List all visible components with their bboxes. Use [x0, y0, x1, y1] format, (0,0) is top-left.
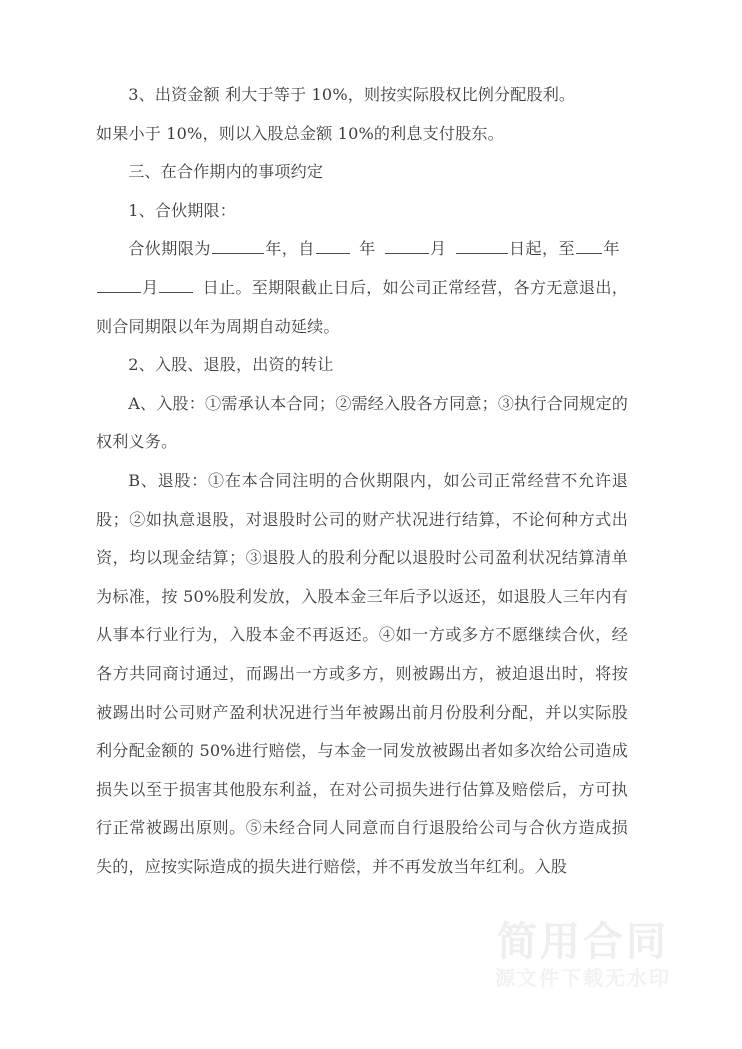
blank-end-month[interactable]	[97, 277, 141, 293]
paragraph-item-3: 3、出资金额 利大于等于 10%，则按实际股权比例分配股利。	[128, 85, 576, 104]
blank-start-day[interactable]	[456, 238, 508, 254]
watermark-tagline: 源文件下载无水印	[495, 966, 671, 990]
paragraph-item-b-withdraw: B、退股：①在本合同注明的合伙期限内，如公司正常经营不允许退股；②如执意退股，对退股时公司的财产状况进行结算，不论何种方式出资，均以现金结算；③退股人的股利分配以退股时公司盈利状况结算清单为标准，按 50%股利发放，入股本金三年后予以返还，如退股人三年内有从事本行业行为，入股本金不再返还。④如一方或多方不愿继续合伙，经各方共同商讨通过，而踢出一方或多方，则被踢出方，被迫退出时，将按被踢出时公司财产盈利状况进行当年被踢出前月份股利分配，并以实际股利分配金额的 50%进行赔偿，与本金一同发放被踢出者如多次给公司造成损失以至于损害其他股东利益，在对公司损失进行估算及赔偿后，方可执行正常被踢出原则。⑤未经合同人同意而自行退股给公司与合伙方造成损失的，应按实际造成的损失进行赔偿，并不再发放当年红利。入股	[96, 470, 628, 876]
term-text-b: 年，自	[264, 239, 315, 259]
blank-years[interactable]	[212, 238, 264, 254]
blank-start-year[interactable]	[316, 238, 350, 254]
term-text-a: 合伙期限为	[128, 239, 211, 259]
paragraph-item-a-join: A、入股：①需承认本合同；②需经入股各方同意；③执行合同规定的权利义务。	[96, 393, 628, 452]
term-text-h: 日止。至期限截止日后，如公司正常经营，各方无意退出，则合同期限以年为周期自动延续。	[96, 277, 628, 336]
section-heading-three: 三、在合作期内的事项约定	[128, 162, 324, 182]
document-body	[96, 76, 628, 886]
subsection-share-transfer-label: 2、入股、退股，出资的转让	[128, 355, 334, 375]
term-text-g: 月	[142, 277, 159, 297]
term-text-e: 日起，至	[508, 239, 576, 259]
paragraph-item-3-cont: 如果小于 10%，则以入股总金额 10%的利息支付股东。	[96, 123, 504, 143]
subsection-partnership-term-label: 1、合伙期限：	[128, 200, 237, 220]
term-text-c: 年	[358, 239, 376, 259]
term-text-f: 年	[603, 239, 620, 259]
blank-start-month[interactable]	[385, 238, 429, 254]
blank-end-year[interactable]	[576, 238, 602, 254]
watermark-brand: 简用合同	[497, 918, 669, 965]
paragraph-partnership-term	[96, 230, 628, 346]
term-text-d: 月	[429, 239, 447, 259]
watermark	[460, 918, 706, 993]
blank-end-day[interactable]	[159, 277, 193, 293]
